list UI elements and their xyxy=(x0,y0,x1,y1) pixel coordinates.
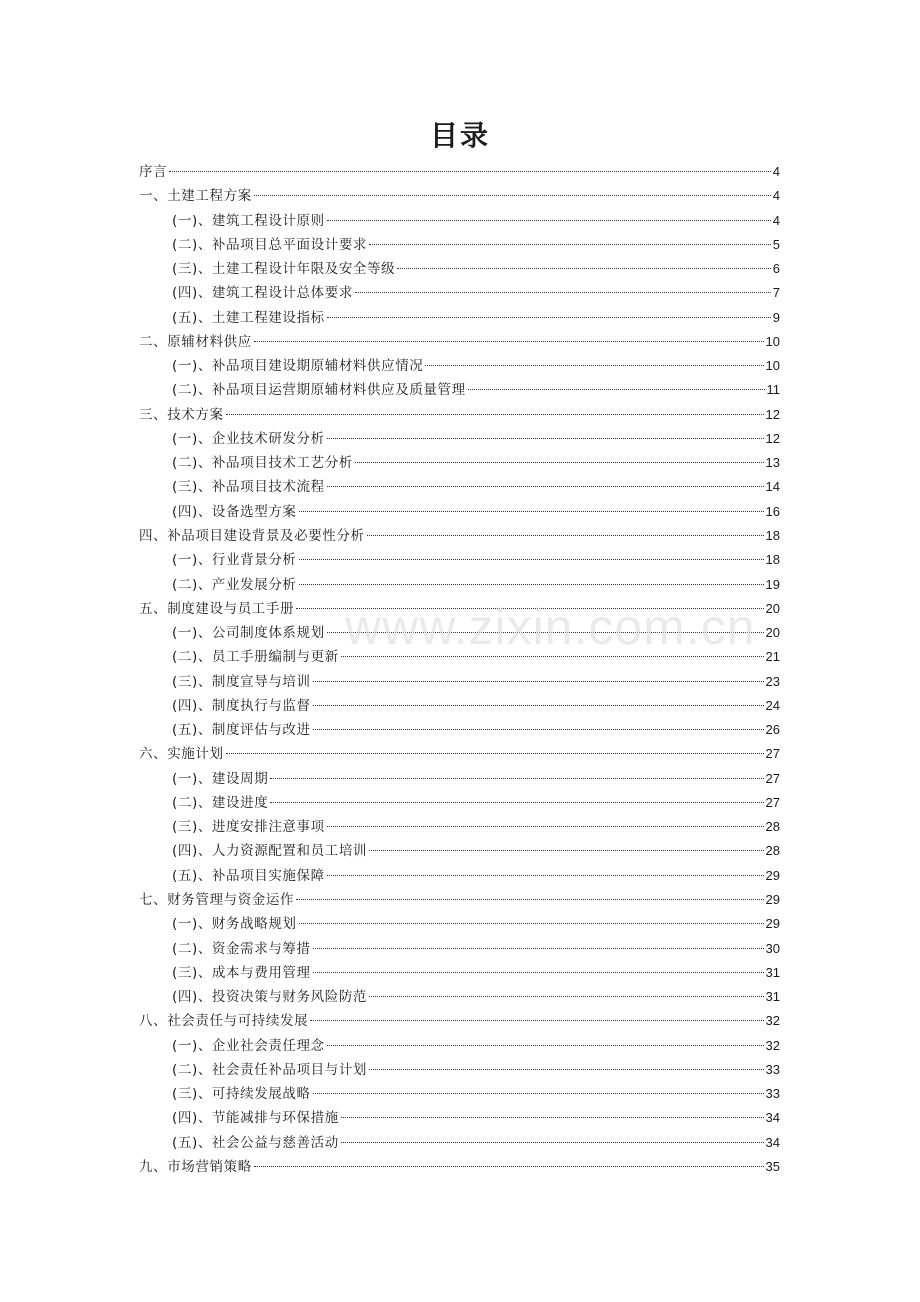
toc-subentry[interactable] xyxy=(139,1034,780,1058)
dot-leader xyxy=(327,826,764,827)
toc-page-number: 4 xyxy=(772,188,780,204)
toc-entry-label: (三)、成本与费用管理 xyxy=(172,964,311,981)
toc-page-number: 33 xyxy=(765,1061,780,1077)
toc-page-number: 5 xyxy=(772,236,780,252)
toc-entry-label: (四)、设备选型方案 xyxy=(172,503,297,520)
dot-leader xyxy=(341,656,764,657)
dot-leader xyxy=(313,948,764,949)
toc-list xyxy=(139,160,780,1179)
toc-subentry[interactable] xyxy=(139,718,780,742)
toc-page-number: 12 xyxy=(765,430,780,446)
dot-leader xyxy=(299,923,764,924)
toc-entry[interactable] xyxy=(139,597,780,621)
toc-page-number: 29 xyxy=(765,891,780,907)
dot-leader xyxy=(270,778,763,779)
toc-page-number: 31 xyxy=(765,964,780,980)
dot-leader xyxy=(226,753,764,754)
toc-subentry[interactable] xyxy=(139,573,780,597)
toc-subentry[interactable] xyxy=(139,694,780,718)
dot-leader xyxy=(355,462,764,463)
toc-entry-label: 六、实施计划 xyxy=(139,746,224,763)
toc-subentry[interactable] xyxy=(139,378,780,402)
toc-entry-label: (四)、投资决策与财务风险防范 xyxy=(172,989,368,1006)
toc-entry-label: (二)、补品项目技术工艺分析 xyxy=(172,455,353,472)
dot-leader xyxy=(313,681,764,682)
toc-page-number: 20 xyxy=(765,625,780,641)
toc-entry[interactable] xyxy=(139,330,780,354)
toc-subentry[interactable] xyxy=(139,1082,780,1106)
toc-entry-label: 一、土建工程方案 xyxy=(139,188,252,205)
dot-leader xyxy=(254,341,764,342)
toc-page-number: 6 xyxy=(772,261,780,277)
dot-leader xyxy=(299,559,764,560)
toc-page-number: 32 xyxy=(765,1013,780,1029)
dot-leader xyxy=(299,584,764,585)
toc-subentry[interactable] xyxy=(139,645,780,669)
toc-page-number: 28 xyxy=(765,843,780,859)
toc-entry[interactable] xyxy=(139,160,780,184)
toc-subentry[interactable] xyxy=(139,961,780,985)
dot-leader xyxy=(369,850,763,851)
toc-subentry[interactable] xyxy=(139,1058,780,1082)
dot-leader xyxy=(327,875,764,876)
toc-entry-label: (一)、财务战略规划 xyxy=(172,916,297,933)
toc-entry[interactable] xyxy=(139,888,780,912)
dot-leader xyxy=(369,996,763,997)
toc-page-number: 24 xyxy=(765,697,780,713)
toc-entry-label: (五)、制度评估与改进 xyxy=(172,722,311,739)
toc-subentry[interactable] xyxy=(139,451,780,475)
toc-page-number: 10 xyxy=(765,333,780,349)
toc-entry-label: 九、市场营销策略 xyxy=(139,1158,252,1175)
dot-leader xyxy=(313,1093,764,1094)
dot-leader xyxy=(327,438,764,439)
toc-page-number: 20 xyxy=(765,600,780,616)
toc-subentry[interactable] xyxy=(139,791,780,815)
toc-page-number: 11 xyxy=(766,382,780,398)
toc-subentry[interactable] xyxy=(139,815,780,839)
toc-entry-label: (四)、制度执行与监督 xyxy=(172,697,311,714)
dot-leader xyxy=(327,632,764,633)
dot-leader xyxy=(254,195,771,196)
toc-page-number: 27 xyxy=(765,746,780,762)
toc-page-number: 29 xyxy=(765,916,780,932)
toc-entry-label: (四)、建筑工程设计总体要求 xyxy=(172,285,353,302)
dot-leader xyxy=(369,244,771,245)
toc-entry-label: 八、社会责任与可持续发展 xyxy=(139,1013,309,1030)
toc-entry-label: (一)、公司制度体系规划 xyxy=(172,625,325,642)
toc-entry-label: (五)、社会公益与慈善活动 xyxy=(172,1134,339,1151)
toc-page-number: 14 xyxy=(765,479,780,495)
toc-entry-label: (二)、员工手册编制与更新 xyxy=(172,649,339,666)
toc-page-number: 4 xyxy=(772,164,780,179)
toc-subentry[interactable] xyxy=(139,257,780,281)
toc-entry-label: (一)、建筑工程设计原则 xyxy=(172,212,325,229)
toc-entry-label: (一)、行业背景分析 xyxy=(172,552,297,569)
toc-entry[interactable] xyxy=(139,742,780,766)
dot-leader xyxy=(270,802,763,803)
toc-subentry[interactable] xyxy=(139,1106,780,1130)
toc-entry-label: (二)、补品项目运营期原辅材料供应及质量管理 xyxy=(172,382,466,399)
toc-subentry[interactable] xyxy=(139,306,780,330)
toc-entry[interactable] xyxy=(139,1009,780,1033)
dot-leader xyxy=(369,1069,763,1070)
toc-entry-label: 五、制度建设与员工手册 xyxy=(139,600,295,617)
dot-leader xyxy=(254,1166,764,1167)
toc-subentry[interactable] xyxy=(139,985,780,1009)
toc-subentry[interactable] xyxy=(139,233,780,257)
toc-entry-label: (三)、土建工程设计年限及安全等级 xyxy=(172,261,396,278)
toc-subentry[interactable] xyxy=(139,548,780,572)
dot-leader xyxy=(296,608,763,609)
dot-leader xyxy=(367,535,764,536)
toc-page-number: 27 xyxy=(765,794,780,810)
toc-page-number: 18 xyxy=(765,552,780,568)
toc-entry-label: (三)、补品项目技术流程 xyxy=(172,479,325,496)
dot-leader xyxy=(397,268,771,269)
toc-entry-label: (二)、资金需求与筹措 xyxy=(172,940,311,957)
toc-entry-label: (一)、企业社会责任理念 xyxy=(172,1037,325,1054)
toc-page-number: 16 xyxy=(765,503,780,519)
dot-leader xyxy=(425,365,763,366)
toc-page-number: 21 xyxy=(765,649,780,665)
toc-entry[interactable] xyxy=(139,1155,780,1179)
toc-entry-label: (四)、人力资源配置和员工培训 xyxy=(172,843,368,860)
toc-page-number: 7 xyxy=(772,285,780,301)
toc-entry-label: (一)、建设周期 xyxy=(172,770,269,787)
toc-page-number: 31 xyxy=(765,989,780,1005)
toc-entry-label: 二、原辅材料供应 xyxy=(139,333,252,350)
toc-entry-label: (二)、产业发展分析 xyxy=(172,576,297,593)
toc-entry-label: 三、技术方案 xyxy=(139,406,224,423)
toc-title: 目录 xyxy=(429,119,490,152)
dot-leader xyxy=(341,1117,764,1118)
toc-page-number: 9 xyxy=(772,309,780,325)
toc-subentry[interactable] xyxy=(139,767,780,791)
dot-leader xyxy=(169,171,771,172)
toc-page-number: 27 xyxy=(765,770,780,786)
toc-subentry[interactable] xyxy=(139,912,780,936)
toc-page-number: 12 xyxy=(765,406,780,422)
dot-leader xyxy=(327,317,771,318)
toc-subentry[interactable] xyxy=(139,427,780,451)
toc-page-number: 19 xyxy=(765,576,780,592)
toc-entry-label: (三)、制度宣导与培训 xyxy=(172,673,311,690)
dot-leader xyxy=(296,899,763,900)
toc-entry-label: 四、补品项目建设背景及必要性分析 xyxy=(139,527,365,544)
toc-page-number: 34 xyxy=(765,1110,780,1126)
dot-leader xyxy=(313,972,764,973)
dot-leader xyxy=(327,486,764,487)
toc-subentry[interactable] xyxy=(139,354,780,378)
watermark: www.zixin.com.cn xyxy=(345,599,756,655)
toc-entry-label: (一)、企业技术研发分析 xyxy=(172,430,325,447)
toc-page-number: 29 xyxy=(765,867,780,883)
toc-entry[interactable] xyxy=(139,184,780,208)
toc-entry-label: (二)、建设进度 xyxy=(172,794,269,811)
toc-page-number: 35 xyxy=(765,1158,780,1174)
toc-page-number: 10 xyxy=(765,358,780,374)
toc-subentry[interactable] xyxy=(139,937,780,961)
toc-subentry[interactable] xyxy=(139,839,780,863)
toc-page-number: 23 xyxy=(765,673,780,689)
dot-leader xyxy=(355,292,771,293)
toc-entry[interactable] xyxy=(139,403,780,427)
dot-leader xyxy=(299,511,764,512)
toc-page-number: 18 xyxy=(765,527,780,543)
toc-page-number: 32 xyxy=(765,1037,780,1053)
toc-entry-label: (五)、土建工程建设指标 xyxy=(172,309,325,326)
dot-leader xyxy=(327,220,771,221)
toc-entry-label: (一)、补品项目建设期原辅材料供应情况 xyxy=(172,358,424,375)
toc-entry[interactable] xyxy=(139,524,780,548)
toc-entry-label: 序言 xyxy=(139,164,168,180)
dot-leader xyxy=(226,414,764,415)
toc-subentry[interactable] xyxy=(139,281,780,305)
toc-subentry[interactable] xyxy=(139,621,780,645)
toc-entry-label: (二)、社会责任补品项目与计划 xyxy=(172,1061,368,1078)
toc-entry-label: (三)、进度安排注意事项 xyxy=(172,819,325,836)
dot-leader xyxy=(313,705,764,706)
dot-leader xyxy=(341,1142,764,1143)
toc-entry-label: 七、财务管理与资金运作 xyxy=(139,891,295,908)
toc-page-number: 30 xyxy=(765,940,780,956)
toc-subentry[interactable] xyxy=(139,864,780,888)
toc-subentry[interactable] xyxy=(139,209,780,233)
toc-subentry[interactable] xyxy=(139,500,780,524)
dot-leader xyxy=(327,1045,764,1046)
toc-page-number: 33 xyxy=(765,1086,780,1102)
toc-entry-label: (四)、节能减排与环保措施 xyxy=(172,1110,339,1127)
toc-entry-label: (五)、补品项目实施保障 xyxy=(172,867,325,884)
toc-entry-label: (三)、可持续发展战略 xyxy=(172,1086,311,1103)
toc-page-number: 26 xyxy=(765,722,780,738)
toc-entry-label: (二)、补品项目总平面设计要求 xyxy=(172,236,368,253)
toc-subentry[interactable] xyxy=(139,1131,780,1155)
dot-leader xyxy=(310,1020,763,1021)
toc-page-number: 13 xyxy=(765,455,780,471)
dot-leader xyxy=(313,729,764,730)
toc-page-number: 28 xyxy=(765,819,780,835)
toc-page-number: 4 xyxy=(772,212,780,228)
toc-subentry[interactable] xyxy=(139,670,780,694)
toc-page-number: 34 xyxy=(765,1134,780,1150)
toc-subentry[interactable] xyxy=(139,475,780,499)
dot-leader xyxy=(468,389,765,390)
